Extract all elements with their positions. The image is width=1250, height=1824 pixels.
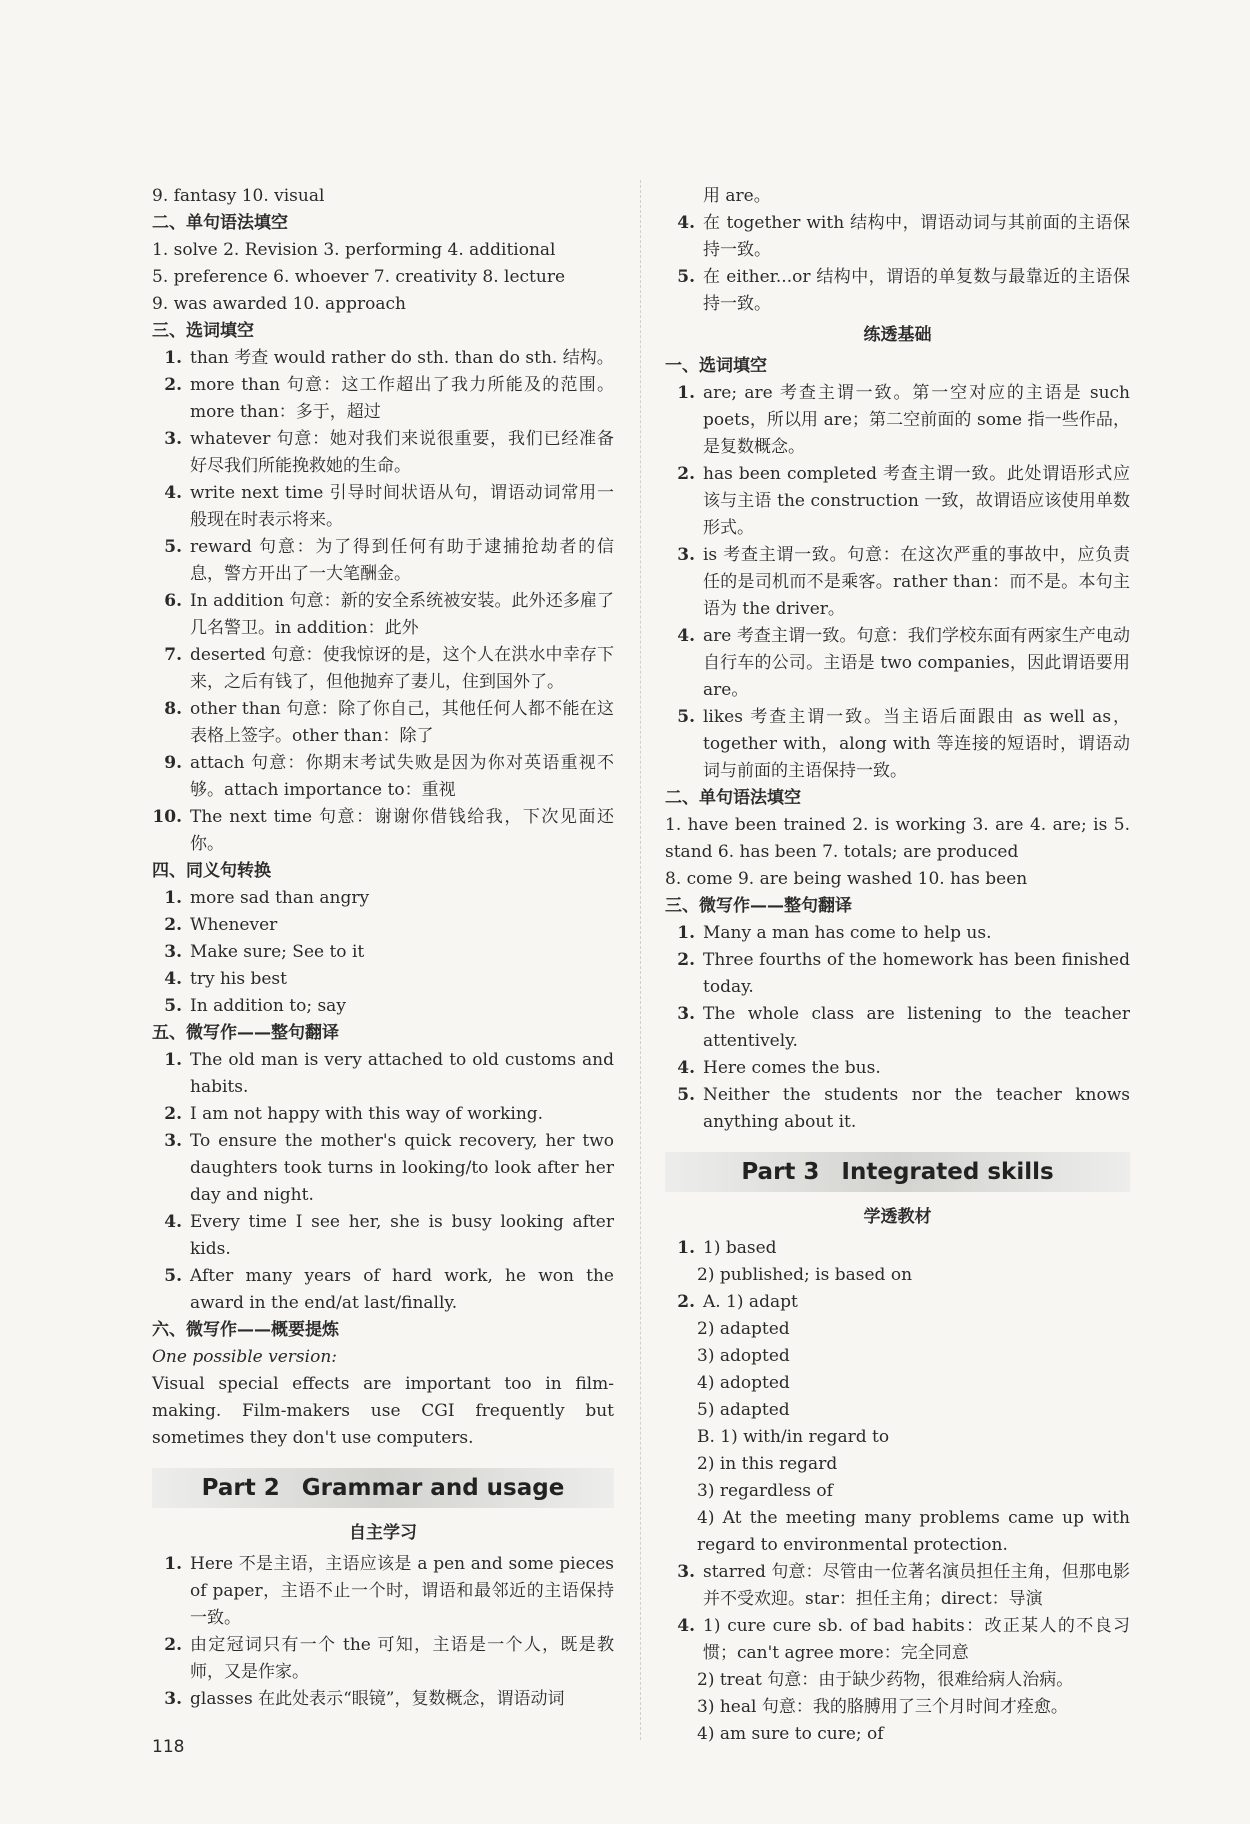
sub-answer-text: 2) published; is based on bbox=[697, 1265, 913, 1285]
sub-answer-text: 4) At the meeting many problems came up with regard to environmental protection. bbox=[697, 1508, 1130, 1555]
item-number: 3. bbox=[164, 429, 182, 449]
answer-item bbox=[152, 1047, 614, 1101]
answer-item bbox=[665, 623, 1130, 704]
right-column bbox=[665, 183, 1130, 1748]
left-column bbox=[152, 183, 614, 1713]
item-number: 2. bbox=[164, 915, 182, 935]
sub-answer-text: 3) adopted bbox=[697, 1346, 790, 1366]
answer-line: 9. fantasy 10. visual bbox=[152, 186, 325, 206]
answer-item bbox=[152, 1128, 614, 1209]
answer-item bbox=[665, 210, 1130, 264]
answer-item bbox=[665, 920, 1130, 947]
sub-answer bbox=[665, 1397, 1130, 1424]
answer-item bbox=[665, 380, 1130, 461]
sub-answer-text: 3) regardless of bbox=[697, 1481, 833, 1501]
answer-item bbox=[152, 1209, 614, 1263]
item-number: 4. bbox=[677, 1616, 695, 1636]
sub-answer-text: 4) adopted bbox=[697, 1373, 790, 1393]
answer-item bbox=[665, 1289, 1130, 1316]
item-number: 3. bbox=[164, 1689, 182, 1709]
column-divider bbox=[640, 180, 641, 1740]
item-text: likes 考查主谓一致。当主语后面跟由 as well as，together with，along with 等连接的短语时，谓语动词与前面的主语保持一致。 bbox=[703, 707, 1130, 781]
item-text: After many years of hard work, he won the award in the end/at last/finally. bbox=[190, 1266, 614, 1313]
answer-item bbox=[152, 588, 614, 642]
item-text: whatever 句意：她对我们来说很重要，我们已经准备好尽我们所能挽救她的生命。 bbox=[190, 429, 614, 476]
answer-item bbox=[665, 1559, 1130, 1613]
answer-item bbox=[152, 750, 614, 804]
item-text: 1) based bbox=[703, 1238, 777, 1258]
item-text: Many a man has come to help us. bbox=[703, 923, 992, 943]
item-text: 由定冠词只有一个 the 可知，主语是一个人，既是教师，又是作家。 bbox=[190, 1635, 614, 1682]
sub-answer-text: 4) am sure to cure; of bbox=[697, 1724, 884, 1744]
item-number: 5. bbox=[677, 1085, 695, 1105]
item-number: 1. bbox=[677, 1238, 695, 1258]
item-number: 1. bbox=[677, 923, 695, 943]
item-number: 3. bbox=[677, 1562, 695, 1582]
section-heading: 一、选词填空 bbox=[665, 356, 767, 376]
item-text: Make sure; See to it bbox=[190, 942, 365, 962]
item-number: 2. bbox=[164, 375, 182, 395]
answer-item bbox=[152, 993, 614, 1020]
item-number: 3. bbox=[677, 1004, 695, 1024]
sub-answer bbox=[665, 1721, 1130, 1748]
section-heading: 四、同义句转换 bbox=[152, 861, 271, 881]
sub-answer-text: 2) adapted bbox=[697, 1319, 790, 1339]
item-number: 1. bbox=[164, 1554, 182, 1574]
sub-answer-text: 3) heal 句意：我的胳膊用了三个月时间才痊愈。 bbox=[697, 1697, 1068, 1717]
answer-line: 1. solve 2. Revision 3. performing 4. additional bbox=[152, 240, 556, 260]
item-text: are 考查主谓一致。句意：我们学校东面有两家生产电动自行车的公司。主语是 two companies，因此谓语要用 are。 bbox=[703, 626, 1130, 700]
answer-item bbox=[152, 426, 614, 480]
answer-item bbox=[152, 1263, 614, 1317]
sub-answer bbox=[665, 1478, 1130, 1505]
part-title: Integrated skills bbox=[841, 1158, 1054, 1185]
item-number: 1. bbox=[164, 1050, 182, 1070]
part-number: Part 2 bbox=[201, 1474, 280, 1501]
item-number: 4. bbox=[677, 1058, 695, 1078]
answer-item bbox=[152, 912, 614, 939]
answer-item bbox=[665, 947, 1130, 1001]
item-text: 1) cure cure sb. of bad habits：改正某人的不良习惯；can't agree more：完全同意 bbox=[703, 1616, 1130, 1663]
answer-line: 9. was awarded 10. approach bbox=[152, 294, 406, 314]
item-number: 6. bbox=[164, 591, 182, 611]
item-number: 10. bbox=[152, 807, 182, 827]
item-text: deserted 句意：使我惊讶的是，这个人在洪水中幸存下来，之后有钱了，但他抛弃了妻儿，住到国外了。 bbox=[190, 645, 614, 692]
item-text: Here comes the bus. bbox=[703, 1058, 881, 1078]
italic-note: One possible version: bbox=[152, 1347, 337, 1367]
part-banner bbox=[152, 1468, 614, 1508]
item-text: 在 together with 结构中，谓语动词与其前面的主语保持一致。 bbox=[703, 213, 1130, 260]
sub-answer bbox=[665, 1262, 1130, 1289]
item-text: The old man is very attached to old customs and habits. bbox=[190, 1050, 614, 1097]
item-text: To ensure the mother's quick recovery, her two daughters took turns in looking/to look after her day and night. bbox=[190, 1131, 614, 1205]
item-number: 3. bbox=[164, 942, 182, 962]
sub-answer bbox=[665, 1370, 1130, 1397]
subsection-title: 练透基础 bbox=[863, 325, 932, 345]
sub-answer-text: 2) in this regard bbox=[697, 1454, 838, 1474]
item-text: reward 句意：为了得到任何有助于逮捕抢劫者的信息，警方开出了一大笔酬金。 bbox=[190, 537, 614, 584]
section-heading: 二、单句语法填空 bbox=[152, 213, 288, 233]
answer-item bbox=[152, 804, 614, 858]
sub-answer-text: 5) adapted bbox=[697, 1400, 790, 1420]
answer-item bbox=[152, 885, 614, 912]
sub-answer bbox=[665, 1316, 1130, 1343]
section-heading: 二、单句语法填空 bbox=[665, 788, 801, 808]
answer-item bbox=[665, 183, 1130, 210]
item-number: 9. bbox=[164, 753, 182, 773]
item-text: are; are 考查主谓一致。第一空对应的主语是 such poets，所以用 are；第二空前面的 some 指一些作品，是复数概念。 bbox=[703, 383, 1130, 457]
answer-line: Visual special effects are important too in film-making. Film-makers use CGI frequently but sometimes they don't use computers. bbox=[152, 1374, 614, 1448]
item-text: starred 句意：尽管由一位著名演员担任主角，但那电影并不受欢迎。star：担任主角；direct：导演 bbox=[703, 1562, 1130, 1609]
subsection-title: 自主学习 bbox=[349, 1523, 417, 1543]
item-number: 2. bbox=[164, 1104, 182, 1124]
item-number: 1. bbox=[164, 888, 182, 908]
answer-item bbox=[152, 1551, 614, 1632]
item-number: 1. bbox=[164, 348, 182, 368]
item-text: attach 句意：你期末考试失败是因为你对英语重视不够。attach importance to：重视 bbox=[190, 753, 614, 800]
answer-item bbox=[152, 966, 614, 993]
answer-item bbox=[152, 1686, 614, 1713]
answer-item bbox=[152, 939, 614, 966]
item-number: 5. bbox=[164, 1266, 182, 1286]
item-text: more sad than angry bbox=[190, 888, 370, 908]
answer-item bbox=[152, 534, 614, 588]
item-number: 3. bbox=[164, 1131, 182, 1151]
item-number: 5. bbox=[164, 537, 182, 557]
subsection-title: 学透教材 bbox=[863, 1207, 932, 1227]
item-number: 2. bbox=[164, 1635, 182, 1655]
answer-item bbox=[665, 1082, 1130, 1136]
item-text: glasses 在此处表示“眼镜”，复数概念，谓语动词 bbox=[190, 1689, 565, 1709]
item-text: write next time 引导时间状语从句，谓语动词常用一般现在时表示将来。 bbox=[190, 483, 614, 530]
item-text: The whole class are listening to the teacher attentively. bbox=[703, 1004, 1130, 1051]
item-text: 在 either...or 结构中，谓语的单复数与最靠近的主语保持一致。 bbox=[703, 267, 1130, 314]
answer-item bbox=[152, 696, 614, 750]
answer-line: 1. have been trained 2. is working 3. are 4. are; is 5. stand 6. has been 7. totals; are produced bbox=[665, 815, 1130, 862]
item-text: try his best bbox=[190, 969, 287, 989]
answer-item bbox=[665, 1613, 1130, 1667]
answer-item bbox=[665, 1001, 1130, 1055]
item-number: 3. bbox=[677, 545, 695, 565]
item-number: 2. bbox=[677, 950, 695, 970]
sub-answer bbox=[665, 1424, 1130, 1451]
item-text: A. 1) adapt bbox=[703, 1292, 798, 1312]
item-text: In addition 句意：新的安全系统被安装。此外还多雇了几名警卫。in addition：此外 bbox=[190, 591, 614, 638]
sub-answer-text: 2) treat 句意：由于缺少药物，很难给病人治病。 bbox=[697, 1670, 1074, 1690]
answer-item bbox=[152, 345, 614, 372]
item-number: 7. bbox=[164, 645, 182, 665]
item-number: 1. bbox=[677, 383, 695, 403]
item-number bbox=[665, 183, 695, 210]
sub-answer bbox=[665, 1451, 1130, 1478]
item-text: has been completed 考查主谓一致。此处谓语形式应该与主语 the construction 一致，故谓语应该使用单数形式。 bbox=[703, 464, 1130, 538]
sub-answer bbox=[665, 1694, 1130, 1721]
answer-item bbox=[152, 1632, 614, 1686]
item-text: In addition to; say bbox=[190, 996, 346, 1016]
answer-line: 8. come 9. are being washed 10. has been bbox=[665, 869, 1028, 889]
item-number: 5. bbox=[677, 707, 695, 727]
item-number: 4. bbox=[677, 213, 695, 233]
item-text: The next time 句意：谢谢你借钱给我，下次见面还你。 bbox=[190, 807, 614, 854]
answer-item bbox=[665, 1235, 1130, 1262]
answer-item bbox=[665, 461, 1130, 542]
item-text: Whenever bbox=[190, 915, 278, 935]
answer-item bbox=[152, 642, 614, 696]
part-banner bbox=[665, 1152, 1130, 1192]
section-heading: 三、选词填空 bbox=[152, 321, 254, 341]
answer-item bbox=[665, 542, 1130, 623]
answer-item bbox=[665, 1055, 1130, 1082]
sub-answer bbox=[665, 1343, 1130, 1370]
answer-item bbox=[665, 704, 1130, 785]
answer-item bbox=[665, 264, 1130, 318]
part-number: Part 3 bbox=[741, 1158, 820, 1185]
item-number: 5. bbox=[677, 267, 695, 287]
item-number: 4. bbox=[164, 483, 182, 503]
item-number: 2. bbox=[677, 464, 695, 484]
item-text: other than 句意：除了你自己，其他任何人都不能在这表格上签字。other than：除了 bbox=[190, 699, 614, 746]
section-heading: 五、微写作——整句翻译 bbox=[152, 1023, 339, 1043]
item-text: more than 句意：这工作超出了我力所能及的范围。more than：多于，超过 bbox=[190, 375, 614, 422]
part-title: Grammar and usage bbox=[301, 1474, 565, 1501]
item-text: 用 are。 bbox=[703, 186, 771, 206]
section-heading: 三、微写作——整句翻译 bbox=[665, 896, 852, 916]
item-number: 8. bbox=[164, 699, 182, 719]
answer-line: 5. preference 6. whoever 7. creativity 8. lecture bbox=[152, 267, 566, 287]
sub-answer-text: B. 1) with/in regard to bbox=[697, 1427, 890, 1447]
item-number: 5. bbox=[164, 996, 182, 1016]
answer-item bbox=[152, 372, 614, 426]
item-number: 4. bbox=[677, 626, 695, 646]
sub-answer bbox=[665, 1505, 1130, 1559]
answer-item bbox=[152, 1101, 614, 1128]
item-text: than 考查 would rather do sth. than do sth. 结构。 bbox=[190, 348, 614, 368]
section-heading: 六、微写作——概要提炼 bbox=[152, 1320, 339, 1340]
item-number: 2. bbox=[677, 1292, 695, 1312]
item-text: Neither the students nor the teacher knows anything about it. bbox=[703, 1085, 1130, 1132]
item-text: Three fourths of the homework has been finished today. bbox=[703, 950, 1130, 997]
item-number: 4. bbox=[164, 969, 182, 989]
sub-answer bbox=[665, 1667, 1130, 1694]
item-text: Every time I see her, she is busy looking after kids. bbox=[190, 1212, 614, 1259]
page-number: 118 bbox=[152, 1737, 185, 1757]
item-text: is 考查主谓一致。句意：在这次严重的事故中，应负责任的是司机而不是乘客。rather than：而不是。本句主语为 the driver。 bbox=[703, 545, 1130, 619]
item-text: Here 不是主语，主语应该是 a pen and some pieces of paper，主语不止一个时，谓语和最邻近的主语保持一致。 bbox=[190, 1554, 614, 1628]
answer-item bbox=[152, 480, 614, 534]
item-text: I am not happy with this way of working. bbox=[190, 1104, 544, 1124]
item-number: 4. bbox=[164, 1212, 182, 1232]
